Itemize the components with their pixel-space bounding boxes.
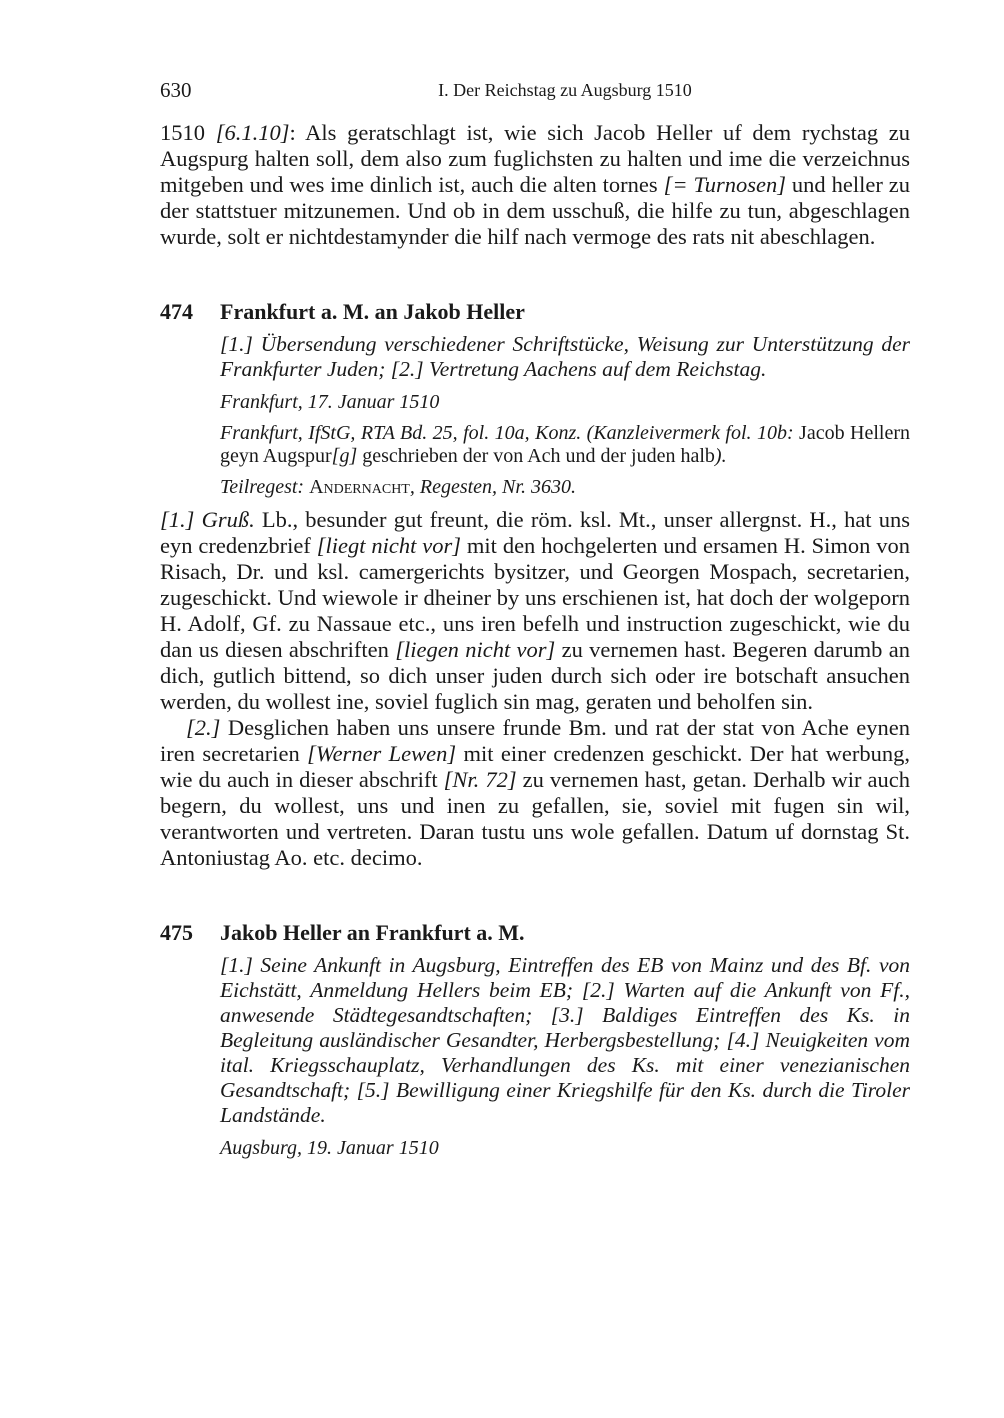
letter-paragraph-1: [1.] Gruß. Lb., besunder gut freunt, die röm. ksl. Mt., unser allergnst. H., hat uns eyn credenzbrief [liegt nicht vor] mit den hochgelerten und ersamen H. Simon von Risach, Dr. und ksl. camergerichts bysitzer, und Georgen Mospach, secretarien, zugeschickt. Und wiewole ir dheiner by uns erschienen ist, hat doch der wolgeporn H. Adolf, Gf. zu Nassaue etc., uns iren befelh und instruction zugeschickt, wie du dan us diesen abschriften [liegen nicht vor] zu vernemen hast. Begeren darumb an dich, gutlich bittend, so dich unser juden durch sich oder ire botschaft ansuchen werden, du wollest ine, soviel fuglich sin mag, geraten und beholfen sin. [160,507,911,714]
letter-paragraph-2: [2.] Desglichen haben uns unsere frunde Bm. und rat der stat von Ache eynen iren secretarien [Werner Lewen] mit einer credenzen geschickt. Der hat werbung, wie du auch in dieser abschrift [Nr. 72] zu vernemen hast, getan. Derhalb wir auch begern, du wollest, uns und inen zu gefallen, sie, soviel mit fugen sin wil, verantworten und vertreten. Daran tustu uns wole gefallen. Datum uf dornstag St. Antoniustag Ao. etc. decimo. [160,715,910,870]
page-number: 630 [160,78,192,102]
regest: [1.] Seine Ankunft in Augsburg, Eintreffen des EB von Mainz und des Bf. von Eichstätt, Anmeldung Hellers beim EB; [2.] Warten auf die Ankunft von Ff., anwesende Städtegesandtschaften; [3.] Baldiges Eintreffen des Ks. in Begleitung ausländischer Gesandter, Herbergsbestellung; [4.] Neuigkeiten vom ital. Kriegsschauplatz, Verhandlungen des Ks. mit einer venezianischen Gesandtschaft; [5.] Bewilligung einer Kriegshilfe für den Ks. durch die Tiroler Landstände. [220,953,910,1127]
entry-number: 475 [160,920,193,945]
entry-475 [160,919,910,1160]
entry-heading [160,298,910,326]
place-date: Frankfurt, 17. Januar 1510 [220,391,440,413]
teilregest-note: Teilregest: Andernacht, Regesten, Nr. 3630. [220,476,576,498]
regest: [1.] Übersendung verschiedener Schriftstücke, Weisung zur Unterstützung der Frankfurter Juden; [2.] Vertretung Aachens auf dem Reichstag. [220,332,910,381]
entry-heading [160,919,910,947]
entry-title: Frankfurt a. M. an Jakob Heller [220,299,525,324]
running-title: I. Der Reichstag zu Augsburg 1510 [438,80,692,100]
page-header [160,78,910,108]
entry-meta [220,953,910,1160]
intro-paragraph: 1510 [6.1.10]: Als geratschlagt ist, wie sich Jacob Heller uf dem rychstag zu Augspurg halten soll, dem also zum fuglichsten zu halten und ime die verzeichnus mitgeben und wes ime dinlich ist, auch die alten tornes [= Turnosen] und heller zu der stattstuer mitzunemen. Und ob in dem usschuß, die hilfe zu tun, abgeschlagen wurde, solt er nichtdestamynder die hilf nach vermoge des rats nit abeschlagen. [160,120,911,249]
source-note: Frankfurt, IfStG, RTA Bd. 25, fol. 10a, Konz. (Kanzleivermerk fol. 10b: Jacob Hellern geyn Augspur[g] geschrieben der von Ach und der juden halb). [220,422,910,467]
document-page [160,78,910,1160]
entry-meta [220,332,910,499]
place-date: Augsburg, 19. Januar 1510 [220,1137,439,1159]
entry-number: 474 [160,299,193,324]
entry-title: Jakob Heller an Frankfurt a. M. [220,920,525,945]
entry-474 [160,298,910,871]
